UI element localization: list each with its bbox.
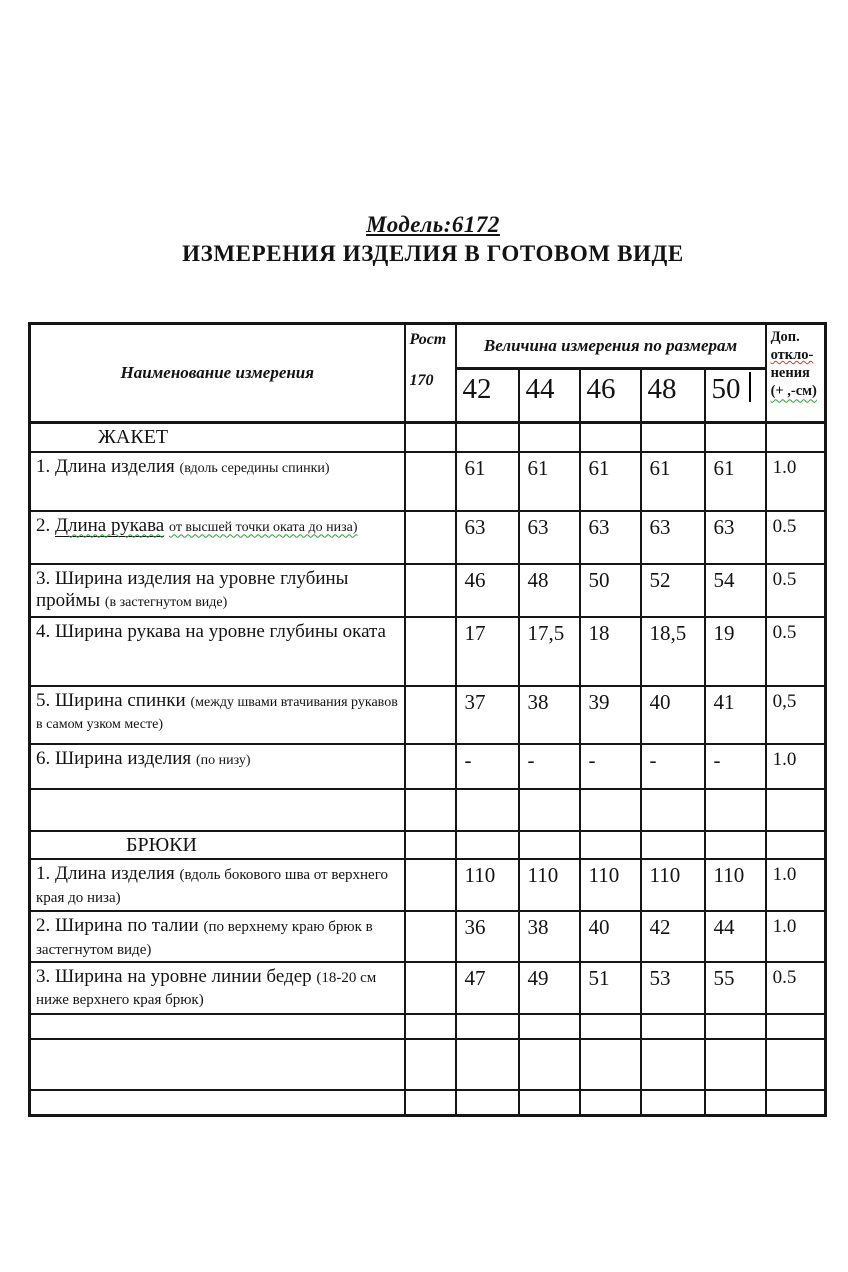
value-cell: 110 — [519, 859, 580, 911]
value-cell: 61 — [519, 452, 580, 511]
tolerance-cell: 0.5 — [766, 511, 826, 564]
value-cell: 37 — [456, 686, 519, 744]
empty-row — [30, 1090, 826, 1115]
size-column-50: 50 — [705, 369, 766, 423]
value-cell: - — [580, 744, 641, 789]
value-cell: 19 — [705, 617, 766, 686]
tolerance-cell: 1.0 — [766, 452, 826, 511]
value-cell: 110 — [580, 859, 641, 911]
section-jacket: ЖАКЕТ — [30, 423, 405, 452]
measurement-name: 2. Длина рукава от высшей точки оката до низа) — [30, 511, 405, 564]
size-column-44: 44 — [519, 369, 580, 423]
measurement-name: 2. Ширина по талии (по верхнему краю брюк в застегнутом виде) — [30, 911, 405, 962]
value-cell: - — [456, 744, 519, 789]
value-cell: 55 — [705, 962, 766, 1014]
trousers-row-2 — [30, 911, 826, 962]
value-cell: 48 — [519, 564, 580, 617]
jacket-row-3 — [30, 564, 826, 617]
value-cell: 42 — [641, 911, 705, 962]
value-cell: 38 — [519, 911, 580, 962]
value-cell: 63 — [641, 511, 705, 564]
empty-row — [30, 1039, 826, 1090]
empty-row — [30, 789, 826, 831]
measurement-name: 6. Ширина изделия (по низу) — [30, 744, 405, 789]
value-cell: 61 — [705, 452, 766, 511]
measurement-name: 3. Ширина на уровне линии бедер (18-20 см ниже верхнего края брюк) — [30, 962, 405, 1014]
jacket-row-1 — [30, 452, 826, 511]
tolerance-cell: 0.5 — [766, 962, 826, 1014]
tolerance-cell: 0.5 — [766, 564, 826, 617]
measurements-table — [28, 322, 827, 1117]
jacket-row-2 — [30, 511, 826, 564]
value-cell: - — [705, 744, 766, 789]
header-sizes-label: Величина измерения по размерам — [456, 324, 766, 369]
header-measurement-name: Наименование измерения — [30, 324, 405, 423]
value-cell: 36 — [456, 911, 519, 962]
value-cell: 63 — [580, 511, 641, 564]
text-cursor — [749, 372, 751, 402]
value-cell: 18,5 — [641, 617, 705, 686]
value-cell: 54 — [705, 564, 766, 617]
value-cell: 47 — [456, 962, 519, 1014]
header-tolerance — [766, 324, 826, 423]
tolerance-cell: 1.0 — [766, 911, 826, 962]
value-cell: 63 — [705, 511, 766, 564]
value-cell: 63 — [519, 511, 580, 564]
measurement-name: 4. Ширина рукава на уровне глубины оката — [30, 617, 405, 686]
value-cell: 61 — [641, 452, 705, 511]
tolerance-line1: Доп. — [770, 329, 800, 345]
jacket-row-4 — [30, 617, 826, 686]
trousers-row-3 — [30, 962, 826, 1014]
value-cell: - — [519, 744, 580, 789]
value-cell: 39 — [580, 686, 641, 744]
model-number: Модель:6172 — [366, 212, 500, 237]
measurement-name: 1. Длина изделия (вдоль середины спинки) — [30, 452, 405, 511]
trousers-row-1 — [30, 859, 826, 911]
tolerance-cell: 0,5 — [766, 686, 826, 744]
value-cell: 17 — [456, 617, 519, 686]
value-cell: 50 — [580, 564, 641, 617]
value-cell: 41 — [705, 686, 766, 744]
value-cell: 110 — [456, 859, 519, 911]
value-cell: - — [641, 744, 705, 789]
value-cell: 38 — [519, 686, 580, 744]
value-cell: 52 — [641, 564, 705, 617]
size-column-42: 42 — [456, 369, 519, 423]
tolerance-line2: откло- — [770, 347, 814, 364]
tolerance-cell: 1.0 — [766, 859, 826, 911]
value-cell: 40 — [641, 686, 705, 744]
empty-row — [30, 1014, 826, 1039]
document-title-block — [38, 212, 828, 267]
value-cell: 53 — [641, 962, 705, 1014]
tolerance-cell: 1.0 — [766, 744, 826, 789]
tolerance-line4: (+ ,-см) — [770, 383, 817, 400]
jacket-row-6 — [30, 744, 826, 789]
jacket-row-5 — [30, 686, 826, 744]
tolerance-cell: 0.5 — [766, 617, 826, 686]
section-trousers: БРЮКИ — [30, 831, 405, 860]
size-column-48: 48 — [641, 369, 705, 423]
header-height — [405, 324, 456, 423]
value-cell: 61 — [580, 452, 641, 511]
measurement-name: 3. Ширина изделия на уровне глубины проймы (в застегнутом виде) — [30, 564, 405, 617]
size-column-46: 46 — [580, 369, 641, 423]
value-cell: 44 — [705, 911, 766, 962]
tolerance-line3: нения — [770, 365, 810, 382]
value-cell: 17,5 — [519, 617, 580, 686]
value-cell: 110 — [705, 859, 766, 911]
value-cell: 63 — [456, 511, 519, 564]
value-cell: 110 — [641, 859, 705, 911]
measurement-name: 1. Длина изделия (вдоль бокового шва от верхнего края до низа) — [30, 859, 405, 911]
height-value: 170 — [409, 371, 434, 389]
value-cell: 49 — [519, 962, 580, 1014]
height-label: Рост — [409, 331, 447, 348]
value-cell: 51 — [580, 962, 641, 1014]
measurement-name: 5. Ширина спинки (между швами втачивания рукавов в самом узком месте) — [30, 686, 405, 744]
value-cell: 40 — [580, 911, 641, 962]
page-title: ИЗМЕРЕНИЯ ИЗДЕЛИЯ В ГОТОВОМ ВИДЕ — [182, 241, 684, 266]
value-cell: 18 — [580, 617, 641, 686]
value-cell: 61 — [456, 452, 519, 511]
value-cell: 46 — [456, 564, 519, 617]
